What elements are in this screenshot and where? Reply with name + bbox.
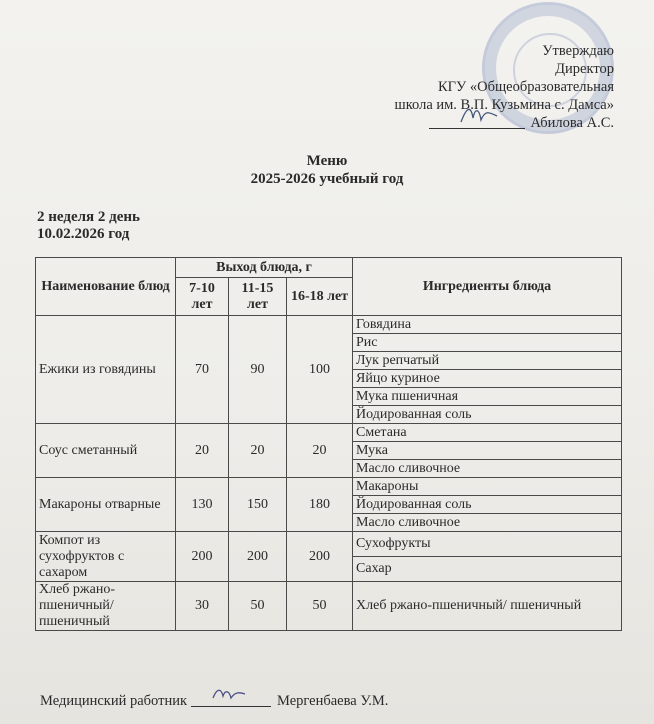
portion-7-10: 20: [176, 424, 229, 478]
portion-11-15: 150: [229, 478, 287, 532]
signature-line: [429, 114, 525, 129]
ingredient: Йодированная соль: [353, 406, 622, 424]
portion-16-18: 200: [287, 532, 353, 582]
portion-16-18: 100: [287, 316, 353, 424]
col-header-age3: 16-18 лет: [287, 278, 353, 316]
footer-signature: [40, 692, 388, 710]
dish-name: Хлеб ржано-пшеничный/ пшеничный: [36, 582, 176, 631]
medic-name: Мергенбаева У.М.: [277, 693, 389, 709]
portion-11-15: 90: [229, 316, 287, 424]
ingredient: Сахар: [353, 557, 622, 582]
week-day-info: [37, 209, 140, 243]
portion-7-10: 130: [176, 478, 229, 532]
approve-label: Утверждаю: [542, 43, 614, 59]
col-header-output: Выход блюда, г: [176, 258, 353, 278]
ingredient: Говядина: [353, 316, 622, 334]
col-header-age1: 7-10 лет: [176, 278, 229, 316]
portion-7-10: 70: [176, 316, 229, 424]
ingredient: Масло сливочное: [353, 514, 622, 532]
ingredient: Лук репчатый: [353, 352, 622, 370]
portion-16-18: 180: [287, 478, 353, 532]
signature-icon: [211, 684, 247, 704]
dish-name: Соус сметанный: [36, 424, 176, 478]
portion-7-10: 30: [176, 582, 229, 631]
medic-label: Медицинский работник: [40, 693, 188, 709]
title-year: 2025-2026 учебный год: [250, 171, 404, 187]
approve-position: Директор: [555, 61, 614, 77]
ingredient: Хлеб ржано-пшеничный/ пшеничный: [353, 582, 622, 631]
week-day: 2 неделя 2 день: [37, 209, 140, 225]
signature-line: [191, 692, 271, 707]
portion-11-15: 50: [229, 582, 287, 631]
ingredient: Мука: [353, 442, 622, 460]
ingredient: Мука пшеничная: [353, 388, 622, 406]
col-header-dish: Наименование блюд: [36, 258, 176, 316]
ingredient: Масло сливочное: [353, 460, 622, 478]
portion-16-18: 20: [287, 424, 353, 478]
col-header-ingredients: Ингредиенты блюда: [353, 258, 622, 316]
approve-org-line2: школа им. В.П. Кузьмина с. Дамса»: [394, 97, 614, 113]
dish-name: Макароны отварные: [36, 478, 176, 532]
signature-icon: [459, 104, 499, 126]
approve-signature-row: [395, 114, 614, 132]
ingredient: Яйцо куриное: [353, 370, 622, 388]
director-name: Абилова А.С.: [530, 115, 614, 131]
col-header-age2: 11-15 лет: [229, 278, 287, 316]
approval-block: [395, 42, 614, 132]
portion-11-15: 20: [229, 424, 287, 478]
page-title: [0, 152, 654, 188]
ingredient: Сметана: [353, 424, 622, 442]
approve-org-line1: КГУ «Общеобразовательная: [437, 79, 614, 95]
dish-name: Ежики из говядины: [36, 316, 176, 424]
portion-16-18: 50: [287, 582, 353, 631]
portion-7-10: 200: [176, 532, 229, 582]
dish-name: Компот из сухофруктов с сахаром: [36, 532, 176, 582]
title-menu: Меню: [306, 153, 348, 169]
ingredient: Макароны: [353, 478, 622, 496]
menu-date: 10.02.2026 год: [37, 226, 130, 242]
menu-table: [35, 257, 622, 631]
portion-11-15: 200: [229, 532, 287, 582]
ingredient: Йодированная соль: [353, 496, 622, 514]
ingredient: Рис: [353, 334, 622, 352]
ingredient: Сухофрукты: [353, 532, 622, 557]
